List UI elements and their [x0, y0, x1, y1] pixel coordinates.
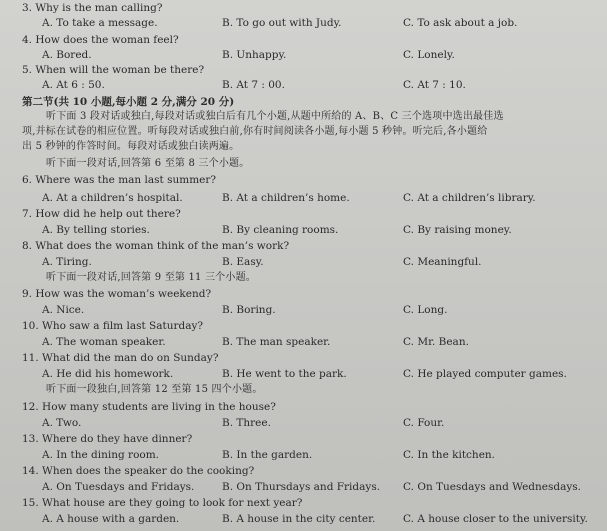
options-12: [0, 415, 607, 431]
question-10: [0, 318, 607, 334]
option-a: A. Tiring.: [42, 256, 92, 268]
option-b: B. Three.: [222, 417, 271, 429]
question-11: [0, 350, 607, 366]
option-a: A. At a children’s hospital.: [42, 192, 183, 204]
question-stem: 7. How did he help out there?: [22, 208, 181, 220]
group-intro-text: 听下面一段对话,回答第 6 至第 8 三个小题。: [46, 158, 250, 169]
question-8: [0, 238, 607, 254]
option-a: A. Two.: [42, 417, 82, 429]
part2-heading: 第二节(共 10 小题,每小题 2 分,满分 20 分): [22, 96, 235, 108]
group-intro-2: [0, 270, 607, 286]
question-13: [0, 431, 607, 447]
option-b: B. He went to the park.: [222, 368, 347, 380]
question-14: [0, 463, 607, 479]
options-9: [0, 302, 607, 318]
options-10: [0, 334, 607, 350]
option-a: A. A house with a garden.: [42, 513, 180, 525]
instruction-text: 听下面 3 段对话或独白,每段对话或独白后有几个小题,从题中所给的 A、B、C 三个选项中选出最佳选: [46, 111, 504, 122]
option-b: B. At 7 : 00.: [222, 79, 285, 91]
question-stem: 10. Who saw a film last Saturday?: [22, 320, 204, 332]
options-5: [0, 77, 607, 93]
instructions-line-1: [0, 109, 607, 125]
options-6: [0, 190, 607, 206]
option-c: C. Four.: [403, 417, 445, 429]
option-a: A. He did his homework.: [42, 368, 174, 380]
option-a: A. By telling stories.: [42, 224, 150, 236]
section-header: [0, 94, 607, 110]
option-c: C. Lonely.: [403, 49, 455, 61]
option-c: C. On Tuesdays and Wednesdays.: [403, 481, 582, 493]
option-b: B. Boring.: [222, 304, 276, 316]
question-7: [0, 206, 607, 222]
option-b: B. At a children’s home.: [222, 192, 350, 204]
option-a: A. In the dining room.: [42, 449, 160, 461]
options-3: [0, 15, 607, 31]
option-c: C. He played computer games.: [403, 368, 567, 380]
question-stem: 6. Where was the man last summer?: [22, 174, 217, 186]
question-stem: 14. When does the speaker do the cooking?: [22, 465, 255, 477]
option-c: C. A house closer to the university.: [403, 513, 588, 525]
options-11: [0, 366, 607, 382]
question-stem: 9. How was the woman’s weekend?: [22, 288, 212, 300]
option-b: B. To go out with Judy.: [222, 17, 342, 29]
option-c: C. In the kitchen.: [403, 449, 496, 461]
option-c: C. At a children’s library.: [403, 192, 536, 204]
option-b: B. A house in the city center.: [222, 513, 376, 525]
option-b: B. By cleaning rooms.: [222, 224, 339, 236]
question-stem: 8. What does the woman think of the man’s work?: [22, 240, 290, 252]
instructions-line-3: [0, 139, 607, 155]
question-4: [0, 32, 607, 48]
question-stem: 11. What did the man do on Sunday?: [22, 352, 219, 364]
group-intro-text: 听下面一段独白,回答第 12 至第 15 四个小题。: [46, 384, 263, 395]
question-5: [0, 62, 607, 78]
option-c: C. By raising money.: [403, 224, 512, 236]
question-stem: 13. Where do they have dinner?: [22, 433, 193, 445]
question-stem: 15. What house are they going to look for next year?: [22, 497, 303, 509]
question-9: [0, 286, 607, 302]
question-12: [0, 399, 607, 415]
option-b: B. The man speaker.: [222, 336, 331, 348]
option-a: A. At 6 : 50.: [42, 79, 105, 91]
options-13: [0, 447, 607, 463]
question-6: [0, 172, 607, 188]
options-7: [0, 222, 607, 238]
option-c: C. To ask about a job.: [403, 17, 518, 29]
option-b: B. On Thursdays and Fridays.: [222, 481, 381, 493]
option-b: B. Unhappy.: [222, 49, 287, 61]
group-intro-3: [0, 382, 607, 398]
option-a: A. Nice.: [42, 304, 85, 316]
question-stem: 3. Why is the man calling?: [22, 2, 163, 14]
option-a: A. Bored.: [42, 49, 92, 61]
instructions-line-2: [0, 124, 607, 140]
question-3: [0, 0, 607, 16]
option-a: A. The woman speaker.: [42, 336, 166, 348]
option-c: C. Meaningful.: [403, 256, 482, 268]
option-c: C. Mr. Bean.: [403, 336, 469, 348]
option-c: C. Long.: [403, 304, 448, 316]
group-intro-text: 听下面一段对话,回答第 9 至第 11 三个小题。: [46, 272, 256, 283]
option-c: C. At 7 : 10.: [403, 79, 466, 91]
instruction-text: 项,并标在试卷的相应位置。听每段对话或独白前,你有时间阅读各小题,每小题 5 秒钟。听完后,各小题给: [22, 126, 488, 137]
question-stem: 5. When will the woman be there?: [22, 64, 205, 76]
options-14: [0, 479, 607, 495]
option-b: B. In the garden.: [222, 449, 313, 461]
question-15: [0, 495, 607, 511]
options-4: [0, 47, 607, 63]
instruction-text: 出 5 秒钟的作答时间。每段对话或独白读两遍。: [22, 141, 240, 152]
options-8: [0, 254, 607, 270]
options-15: [0, 511, 607, 527]
question-stem: 4. How does the woman feel?: [22, 34, 179, 46]
option-a: A. To take a message.: [42, 17, 158, 29]
question-stem: 12. How many students are living in the house?: [22, 401, 276, 413]
option-a: A. On Tuesdays and Fridays.: [42, 481, 195, 493]
group-intro-1: [0, 156, 607, 172]
option-b: B. Easy.: [222, 256, 264, 268]
